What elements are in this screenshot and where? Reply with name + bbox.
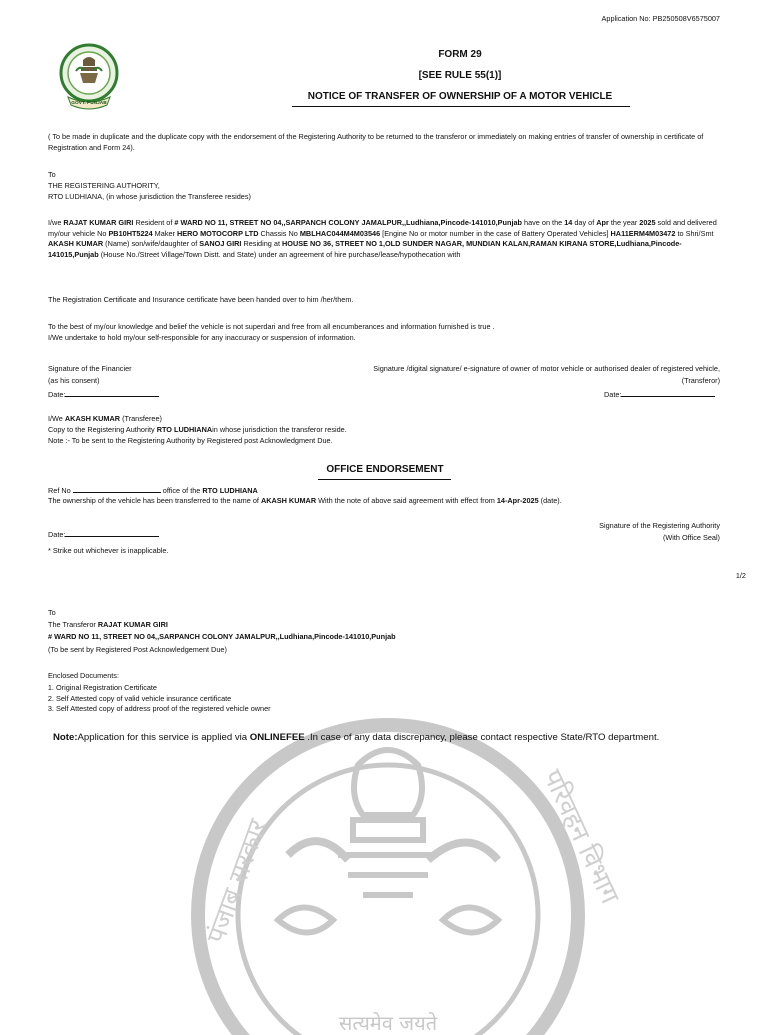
- form-title: NOTICE OF TRANSFER OF OWNERSHIP OF A MOTOR VEHICLE: [307, 91, 613, 102]
- note-label: Note:: [53, 732, 78, 743]
- enclosed-documents-heading: Enclosed Documents:: [48, 671, 119, 680]
- chassis-number: MBLHAC044M4M03546: [299, 228, 381, 238]
- transferor-label: (Transferor): [681, 376, 720, 385]
- transferor-address: # WARD NO 11, STREET NO 04,,SARPANCH COLONY JAMALPUR,,Ludhiana,Pincode-141010,Punjab: [174, 218, 523, 227]
- financier-signature-label: Signature of the Financier: [48, 364, 132, 373]
- office-seal-label: (With Office Seal): [662, 533, 720, 542]
- transferor-block-name: RAJAT KUMAR GIRI: [97, 620, 168, 629]
- transferor-name: RAJAT KUMAR GIRI: [63, 218, 134, 227]
- financier-date-line: [65, 388, 159, 397]
- endorsement-underline: [318, 479, 451, 480]
- transferor-to-label: To: [48, 608, 56, 617]
- owner-date: Date:: [604, 388, 715, 401]
- ownership-transfer-line: The ownership of the vehicle has been transferred to the name of AKASH KUMAR With the note of above said agreement with effect from 14-Apr-2025 (date).: [48, 496, 562, 505]
- owner-signature-label: Signature /digital signature/ e-signature of owner of motor vehicle or authorised dealer of registered vehicle,: [373, 364, 720, 373]
- watermark-left-arc: पंजाब सरकार: [201, 815, 274, 948]
- registering-authority: THE REGISTERING AUTHORITY,: [48, 181, 160, 190]
- ref-no-line: Ref No office of the RTO LUDHIANA: [48, 486, 258, 495]
- service-channel: ONLINEFEE: [249, 732, 305, 743]
- emblem-ribbon-text: GOVT. PUNJAB: [71, 101, 107, 106]
- transferee-block-name: AKASH KUMAR: [64, 414, 121, 423]
- vehicle-maker: HERO MOTOCORP LTD: [176, 228, 259, 238]
- strike-out-note: * Strike out whichever is inapplicable.: [48, 546, 169, 555]
- new-owner-name: AKASH KUMAR: [260, 496, 317, 505]
- transferee-name: AKASH KUMAR: [48, 239, 104, 249]
- vehicle-number: PB10HT5224: [108, 228, 153, 238]
- ref-no-blank: [73, 484, 161, 493]
- rto-jurisdiction: RTO LUDHIANA, (in whose jurisdiction the Transferee resides): [48, 192, 251, 201]
- office-rto: RTO LUDHIANA: [202, 486, 258, 495]
- sale-month: Apr: [596, 218, 609, 227]
- declaration-line-2: I/We undertake to hold my/our self-responsible for any inaccuracy or suspension of information.: [48, 333, 356, 342]
- authority-signature-label: Signature of the Registering Authority: [599, 521, 720, 530]
- post-ack-note: (To be sent by Registered Post Acknowledgement Due): [48, 645, 227, 654]
- financier-consent: (as his consent): [48, 376, 100, 385]
- form-rule: [SEE RULE 55(1)]: [418, 70, 502, 81]
- copy-rto: RTO LUDHIANA: [156, 425, 213, 434]
- watermark-right-arc: परिवहन विभाग: [536, 765, 625, 909]
- financier-date: Date:: [48, 388, 159, 401]
- watermark-seal: [168, 705, 625, 1035]
- declaration-line-1: To the best of my/our knowledge and belief the vehicle is not superdari and free from all encumberances and information furnished is true .: [48, 322, 495, 331]
- transferee-parent: SANOJ GIRI: [199, 239, 242, 249]
- watermark-motto: सत्यमेव जयते: [338, 1011, 438, 1035]
- copy-to-authority: Copy to the Registering Authority RTO LUDHIANAin whose jurisdiction the transferor reside.: [48, 425, 347, 434]
- form-instruction: ( To be made in duplicate and the duplicate copy with the endorsement of the Registering Authority to be returned to the transferor or immediately on making entries of transfer of ownership in certificate of Registration and Form 24).: [48, 132, 704, 152]
- certificate-handover: The Registration Certificate and Insurance certificate have been handed over to him /her/them.: [48, 295, 354, 304]
- title-underline: [292, 106, 630, 107]
- endorsement-date-line: [65, 528, 159, 537]
- transferor-line: The Transferor RAJAT KUMAR GIRI: [48, 620, 168, 629]
- effective-date: 14-Apr-2025: [496, 496, 539, 505]
- list-item: 1. Original Registration Certificate: [56, 683, 456, 694]
- engine-number: HA11ERM4M03472: [610, 228, 676, 238]
- owner-date-line: [621, 388, 715, 397]
- page-number: 1/2: [735, 571, 746, 580]
- sale-day: 14: [564, 218, 573, 227]
- transferee-address: HOUSE NO 36, STREET NO 1,OLD SUNDER NAGAR, MUNDIAN KALAN,RAMAN KIRANA STORE,Ludhiana,Pincode-141015,Punjab: [48, 239, 682, 259]
- to-label: To: [48, 170, 56, 179]
- transferee-line: I/We AKASH KUMAR (Transferee): [48, 414, 162, 423]
- endorsement-date: Date:: [48, 528, 159, 541]
- punjab-watermark-seal-icon: [198, 725, 578, 1035]
- list-item: 3. Self Attested copy of address proof of the registered vehicle owner: [56, 704, 456, 715]
- registered-post-note: Note :- To be sent to the Registering Authority by Registered post Acknowledgment Due.: [48, 436, 333, 445]
- sale-year: 2025: [639, 218, 656, 227]
- list-item: 2. Self Attested copy of valid vehicle insurance certificate: [56, 694, 456, 705]
- service-note: Note:Application for this service is applied via ONLINEFEE .In case of any data discrepancy, please contact respective State/RTO department.: [53, 732, 660, 743]
- office-endorsement-heading: OFFICE ENDORSEMENT: [326, 464, 444, 475]
- application-number: Application No: PB250508V6575007: [601, 14, 720, 23]
- enclosed-documents-list: [40, 683, 456, 715]
- transfer-paragraph: I/we RAJAT KUMAR GIRI Resident of # WARD NO 11, STREET NO 04,,SARPANCH COLONY JAMALPUR,,Ludhiana,Pincode-141010,Punjab have on the 14 day of Apr the year 2025 sold and delivered my/our vehicle No PB10HT5224 Maker HERO MOTOCORP LTD Chassis No MBLHAC044M4M03546 [Engine No or motor number in the case of Battery Operated Vehicles] HA11ERM4M03472 to Shri/Smt AKASH KUMAR (Name) son/wife/daughter of SANOJ GIRI Residing at HOUSE NO 36, STREET NO 1,OLD SUNDER NAGAR, MUNDIAN KALAN,RAMAN KIRANA STORE,Ludhiana,Pincode-141015,Punjab (House No./Street Village/Town Distt. and State) under an agreement of hire purchase/lease/hypothecation with: [48, 218, 717, 259]
- form-number: FORM 29: [438, 49, 482, 60]
- punjab-govt-emblem-icon: [58, 27, 120, 127]
- transferor-block-address: # WARD NO 11, STREET NO 04,,SARPANCH COLONY JAMALPUR,,Ludhiana,Pincode-141010,Punjab: [48, 632, 396, 641]
